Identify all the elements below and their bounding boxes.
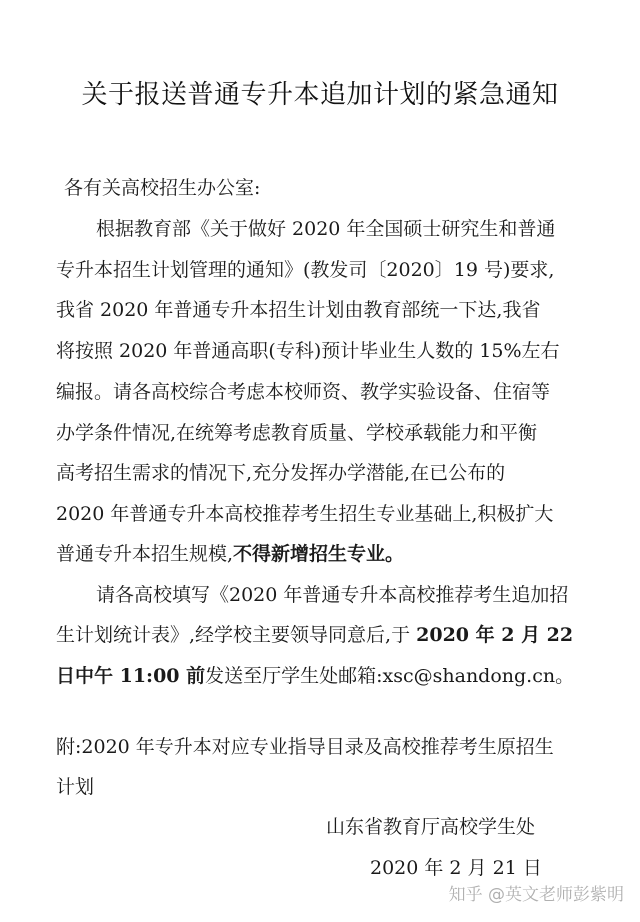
attachment-line: 附:2020 年专升本对应专业指导目录及高校推荐考生原招生 xyxy=(56,736,554,758)
paragraph1-line: 2020 年普通专升本高校推荐考生招生专业基础上,积极扩大 xyxy=(56,503,554,525)
document-title: 关于报送普通专升本追加计划的紧急通知 xyxy=(81,80,559,110)
attachment-line: 计划 xyxy=(56,776,95,798)
paragraph2-line xyxy=(56,664,574,688)
paragraph2-line xyxy=(56,623,573,647)
deadline-date: 2020 年 2 月 22 xyxy=(416,624,574,646)
paragraph1-last-line xyxy=(56,542,404,566)
paragraph1-line: 专升本招生计划管理的通知》(教发司〔2020〕19 号)要求, xyxy=(56,259,555,281)
paragraph1-line: 高考招生需求的情况下,充分发挥办学潜能,在已公布的 xyxy=(56,462,506,484)
paragraph1-line: 办学条件情况,在统筹考虑教育质量、学校承载能力和平衡 xyxy=(56,422,538,444)
issuing-office: 山东省教育厅高校学生处 xyxy=(326,816,536,838)
deadline-time: 日中午 11:00 前 xyxy=(56,665,206,687)
paragraph2-line3-plain: 发送至厅学生处邮箱:xsc@shandong.cn。 xyxy=(205,665,575,687)
paragraph2-line2-plain: 生计划统计表》,经学校主要领导同意后,于 xyxy=(56,624,417,646)
watermark: 知乎 @英文老师彭紫明 xyxy=(448,885,624,905)
salutation: 各有关高校招生办公室: xyxy=(64,177,261,199)
paragraph1-last-bold: 不得新增招生专业。 xyxy=(233,543,405,565)
paragraph1-line: 根据教育部《关于做好 2020 年全国硕士研究生和普通 xyxy=(96,218,556,240)
issue-date: 2020 年 2 月 21 日 xyxy=(370,857,542,879)
paragraph1-line: 编报。请各高校综合考虑本校师资、教学实验设备、住宿等 xyxy=(56,381,551,403)
paragraph2-line: 请各高校填写《2020 年普通专升本高校推荐考生追加招 xyxy=(96,584,569,606)
paragraph1-last-plain: 普通专升本招生规模, xyxy=(56,543,234,565)
paragraph1-line: 我省 2020 年普通专升本招生计划由教育部统一下达,我省 xyxy=(56,299,541,321)
paragraph1-line: 将按照 2020 年普通高职(专科)预计毕业生人数的 15%左右 xyxy=(56,340,560,362)
